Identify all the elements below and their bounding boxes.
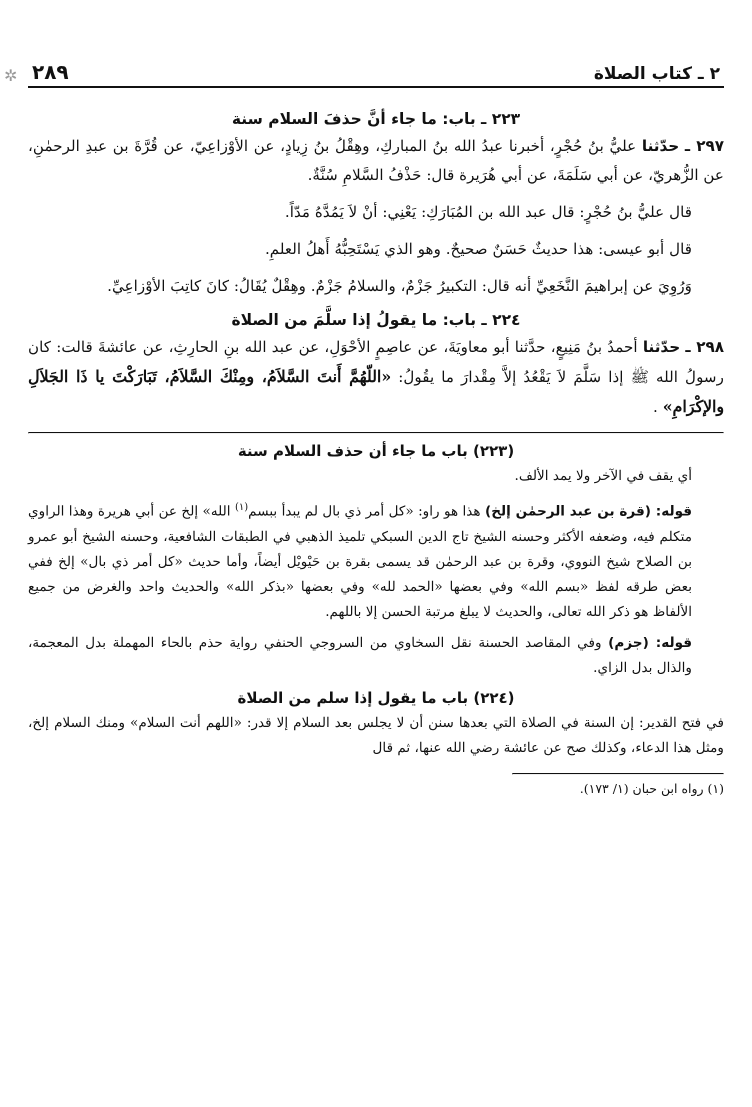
bab-223-title: ٢٢٣ ـ باب: ما جاء أنَّ حذفَ السلام سنة bbox=[231, 110, 521, 128]
commentary-para-3: وَرُوِيَ عن إبراهيمَ النَّخَعِيِّ أنه قال: التكبيرُ جَزْمٌ، والسلامُ جَزْمٌ. وهِقْلٌ يُقَالُ: كانَ كاتِبَ الأوْزاعِيِّ. bbox=[107, 277, 692, 295]
ornament-icon: ✲ bbox=[4, 66, 18, 85]
sharh-title-224: (٢٢٤) باب ما يقول إذا سلم من الصلاة bbox=[237, 688, 515, 707]
sharh-text: وفي المقاصد الحسنة نقل السخاوي من السروجي الحنفي رواية حذم بالحاء المهملة بدل المعجمة، والذال بدل الزاي. bbox=[28, 634, 692, 676]
footnote-ref: (١) bbox=[234, 502, 249, 513]
hadith-text: أحمدُ بنُ مَنِيعٍ، حدَّثنا أبو معاويَةَ، عن عاصِمٍ الأحْوَلِ، عن عبد الله بنِ الحارِثِ، عن عائشةَ قالت: كان رسولُ الله ﷺ إذا سَلَّمَ لاَ يَقْعُدُ إلاَّ مِقْدارَ ما يقُولُ: bbox=[28, 338, 724, 386]
bab-224-title: ٢٢٤ ـ باب: ما يقولُ إذا سلَّمَ من الصلاة bbox=[231, 311, 521, 329]
page-number: ٢٨٩ bbox=[32, 60, 69, 84]
sharh-text: هذا هو راو: «كل أمر ذي بال لم يبدأ ببسم bbox=[248, 503, 481, 520]
footnote: (١) رواه ابن حبان (١/ ١٧٣). bbox=[579, 780, 724, 796]
sharh-title-223: (٢٢٣) باب ما جاء أن حذف السلام سنة bbox=[237, 442, 515, 460]
sharh-para-1: أي يقف في الآخر ولا يمد الألف. bbox=[514, 468, 692, 484]
haddathana-word: حدّثنا bbox=[641, 137, 680, 155]
chapter-title: ٢ ـ كتاب الصلاة bbox=[593, 64, 720, 84]
sharh-para-3 bbox=[28, 631, 724, 681]
hadith-number: ٢٩٨ ـ bbox=[685, 338, 725, 356]
hadith-text: عليُّ بنُ حُجْرٍ، أخبرنا عبدُ الله بنُ المباركِ، وهِقْلُ بنُ زِيادٍ، عن الأوْزاعِيّ، عن قُرَّةَ بن عبدِ الرحمٰنِ، عن الزُّهريّ، عن أبي سَلَمَةَ، عن أبي هُرَيرة قال: حَذْفُ السَّلامِ سُنَّةٌ. bbox=[28, 137, 724, 184]
commentary-para-2: قال أبو عيسى: هذا حديثٌ حَسَنٌ صحيحٌ. وهو الذي يَسْتَحِبُّهُ أَهلُ العلمِ. bbox=[264, 240, 692, 258]
commentary-para-1: قال عليُّ بنُ حُجْرٍ: قال عبد الله بن المُبَارَكِ: يَعْنِي: أنْ لاَ يَمُدَّهُ مَدّاً. bbox=[284, 203, 692, 221]
sharh-para-4: في فتح القدير: إن السنة في الصلاة التي بعدها سنن أن لا يجلس بعد السلام إلا قدر: «اللهم أنت السلام» ومنك السلام إلخ، ومثل هذا الدعاء، وكذلك صح عن عائشة رضي الله عنها، ثم قال bbox=[28, 714, 724, 756]
hadith-number: ٢٩٧ ـ bbox=[684, 137, 724, 155]
sharh-para-2 bbox=[28, 495, 724, 625]
hadith-end: . bbox=[653, 398, 658, 416]
running-header bbox=[28, 54, 724, 88]
sharh-divider bbox=[28, 432, 724, 434]
haddathana-word: حدّثنا bbox=[642, 338, 681, 356]
hadith-297 bbox=[28, 132, 724, 190]
quote-label: قوله: (قرة بن عبد الرحمٰن إلخ) bbox=[485, 503, 692, 520]
quote-label: قوله: (جزم) bbox=[608, 634, 692, 651]
footnote-separator bbox=[512, 773, 724, 775]
hadith-298 bbox=[28, 333, 724, 422]
page bbox=[28, 54, 724, 1087]
sharh-text: الله» إلخ عن أبي هريرة وهذا الراوي متكلم فيه، وضعفه الأكثر وحسنه الشيخ تاج الدين السبكي تلميذ الذهبي في الطبقات الشافعية، وحسنه الشيخ أبو عمرو بن الصلاح شيخ النووي، وقرة بن عبد الرحمٰن قد يسمى بقرة بن حَيْويْل أيضاً، وأما حديث «كل أمر ذي بال» إلخ ففي بعض طرقه لفظ «بسم الله» وفي بعضها «الحمد لله» وفي بعضها «بذكر الله» والحديث واحد والغرض من جميع الألفاظ هو ذكر الله تعالى، والحديث لا يبلغ مرتبة الحسن إلا باللهم. bbox=[28, 503, 692, 620]
supplication-text: «اللّهُمَّ أَنتَ السَّلاَمُ، ومِنْكَ السَّلاَمُ، تَبَارَكْتَ يا ذَا الجَلاَلِ والإكْرَامِ» bbox=[28, 367, 724, 416]
